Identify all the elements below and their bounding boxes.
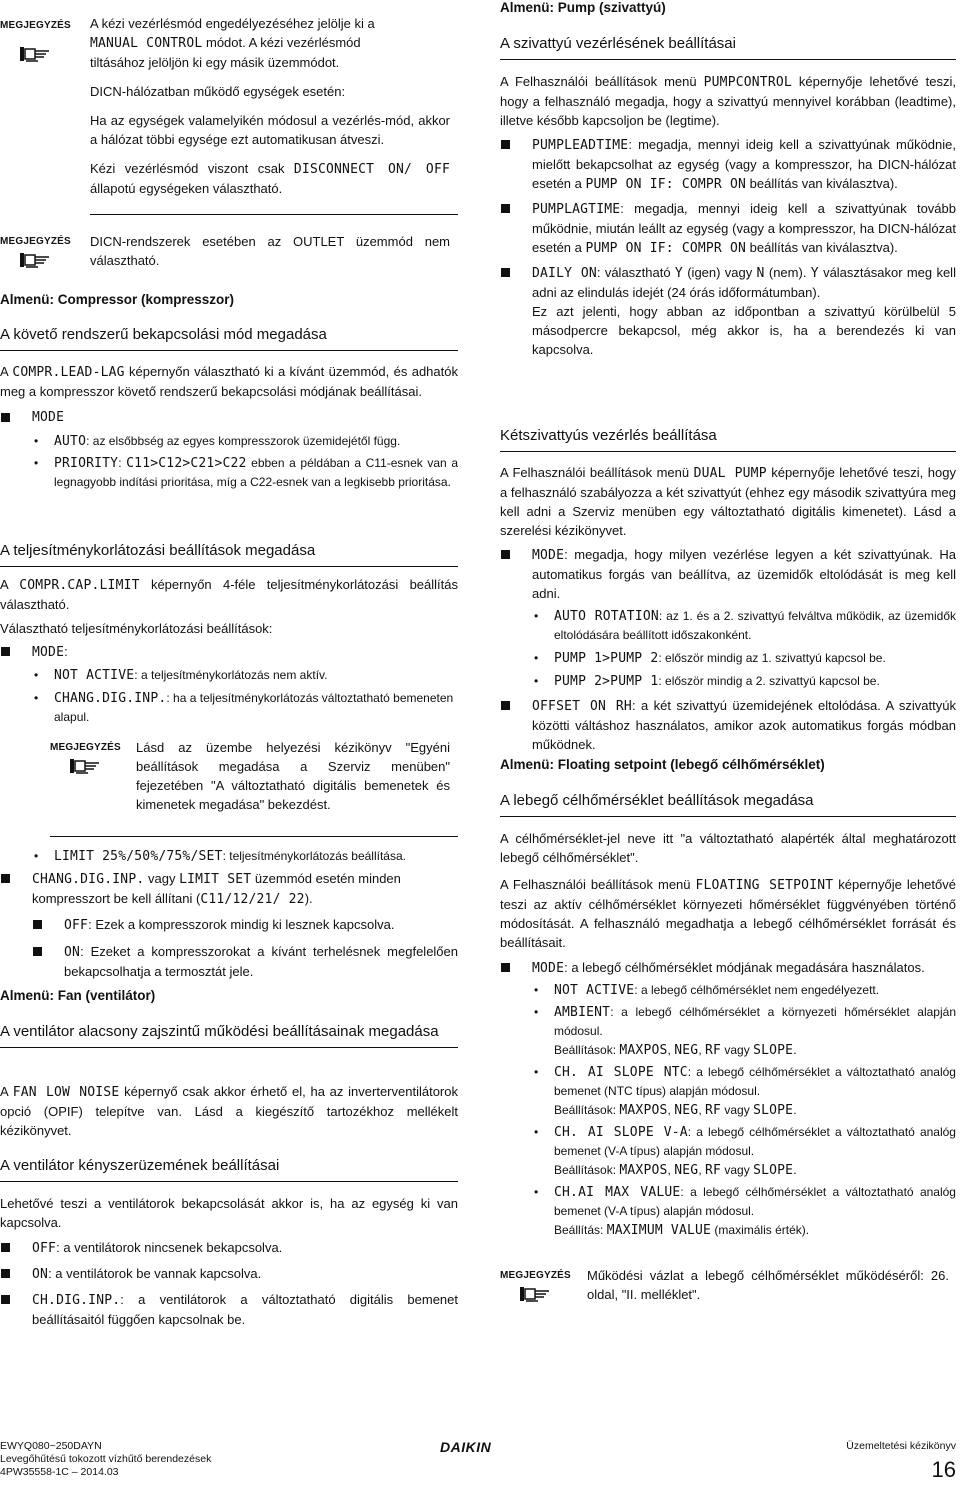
note1-line3: tiltásához jelöljön ki egy másik üzemmódot. — [90, 55, 340, 70]
limit-option: • LIMIT 25%/50%/75%/SET: teljesítménykorlátozás beállítása. — [32, 847, 458, 866]
floating-intro-2: A Felhasználói beállítások menü FLOATING SETPOINT képernyője lehetővé teszi az aktív célhőmérséklet környezeti hőmérséklet függvényében történő módosítását. A felhasználó megadhatja a lebegő célhőmérséklet forrását és beállításait. — [500, 877, 956, 950]
page-number: 16 — [931, 1457, 956, 1482]
capacity-limit-section-title: A teljesítménykorlátozási beállítások megadása — [0, 541, 458, 567]
floating-ai-max-option: • CH.AI MAX VALUE: a lebegő célhőmérséklet a változtatható analóg bemenet (V-A típus) alapján módosul. Beállítás: MAXIMUM VALUE (maximális érték). — [532, 1183, 956, 1240]
lead-lag-intro: A COMPR.LEAD-LAG képernyőn választható ki a kívánt üzemmód, és adhatók meg a kompresszor követő rendszerű bekapcsolási módjának beállításai. — [0, 364, 458, 399]
floating-va-option: • CH. AI SLOPE V-A: a lebegő célhőmérséklet a változtatható analóg bemenet (V-A típus) alapján módosul. Beállítások: MAXPOS, NEG, RF vagy SLOPE. — [532, 1123, 956, 1180]
off-compressor-item: OFF: Ezek a kompresszorok mindig ki lesznek kapcsolva. — [32, 915, 458, 935]
note-tag: MEGJEGYZÉS — [0, 20, 71, 31]
footer-description: Levegőhűtésű tokozott vízhűtő berendezések — [0, 1453, 212, 1465]
note-tag: MEGJEGYZÉS — [0, 236, 71, 247]
daily-on-item: DAILY ON: választható Y (igen) vagy N (nem). Y választásakor meg kell adni az elindulás idejét (24 órás időformátumban). — [500, 263, 956, 302]
compressor-menu-heading: Almenü: Compressor (kompresszor) — [0, 292, 235, 307]
fan-forced-intro: Lehetővé teszi a ventilátorok bekapcsolását akkor is, ha az egység ki van kapcsolva. — [0, 1196, 458, 1230]
dicn-paragraph-2: Kézi vezérlésmód viszont csak DISCONNECT ON/ OFF állapotú egységeken választható. — [90, 161, 451, 196]
daikin-logo: DAIKIN — [440, 1439, 492, 1455]
not-active-option: • NOT ACTIVE: a teljesítménykorlátozás nem aktív. — [32, 666, 458, 685]
capacity-options-intro: Választható teljesítménykorlátozási beállítások: — [0, 621, 273, 636]
note2-text: DICN-rendszerek esetében az OUTLET üzemmód nem választható. — [90, 234, 450, 268]
dicn-intro: DICN-hálózatban működő egységek esetén: — [90, 84, 346, 99]
pump2-first-option: • PUMP 2>PUMP 1: először mindig a 2. szivattyú kapcsol be. — [532, 672, 956, 691]
fan-ch-dig-inp-item: CH.DIG.INP.: a ventilátorok a változtatható digitális bemenet beállításaitól függően kapcsolnak be. — [0, 1290, 458, 1329]
offset-on-rh-item: OFFSET ON RH: a két szivattyú üzemidejének eltolódása. A szivattyúk közötti váltáshoz használatos, amikor azok automatikus forgás módban működnek. — [500, 696, 956, 754]
pump-menu-heading: Almenü: Pump (szivattyú) — [500, 0, 666, 15]
pump-lagtime-item: PUMPLAGTIME: megadja, mennyi ideig kell a szivattyúnak tovább működnie, miután leállt az egység (vagy a kompresszor, ha DICN-hálózat esetén a PUMP ON IF: COMPR ON beállítás van kiválasztva). — [500, 199, 956, 258]
fan-on-item: ON: a ventilátorok be vannak kapcsolva. — [0, 1264, 458, 1284]
dual-pump-section — [500, 463, 956, 754]
auto-rotation-option: • AUTO ROTATION: az 1. és a 2. szivattyú felváltva működik, az üzemidők eltolódására beállított időszakonként. — [532, 607, 956, 645]
dual-mode-item: MODE: megadja, hogy milyen vezérlése legyen a két szivattyúnak. Ha automatikus forgás van beállítva, az üzemidők eltolódását is meg kell adni. — [500, 545, 956, 603]
note-tag: MEGJEGYZÉS — [500, 1270, 571, 1281]
note-tag: MEGJEGYZÉS — [50, 742, 121, 753]
pump-control-section — [500, 72, 956, 359]
note-hand-icon — [20, 44, 50, 64]
capacity-intro: A COMPR.CAP.LIMIT képernyőn 4-féle teljesítménykorlátozási beállítás választható. — [0, 577, 458, 612]
note-hand-icon — [70, 756, 100, 776]
fan-low-noise-section-title: A ventilátor alacsony zajszintű működési beállításainak megadása — [0, 1022, 458, 1048]
on-compressor-item: ON: Ezeket a kompresszorokat a kívánt terhelésnek megfelelően bekapcsolhatja a termosztát jele. — [32, 942, 458, 981]
chang-dig-inp-option: • CHANG.DIG.INP.: ha a teljesítménykorlátozás változtatható bemeneten alapul. — [32, 689, 458, 727]
auto-option: • AUTO: az elsőbbség az egyes kompresszorok üzemidejétől függ. — [32, 432, 458, 451]
fan-forced-section-title: A ventilátor kényszerüzemének beállításai — [0, 1156, 458, 1182]
capacity-limit-section — [0, 575, 458, 727]
floating-not-active-option: • NOT ACTIVE: a lebegő célhőmérséklet nem engedélyezett. — [532, 981, 956, 1000]
priority-option: • PRIORITY: C11>C12>C21>C22 ebben a példában a C11-esnek van a legnagyobb indítási prioritása, míg a C22-esnek van a legkisebb prioritása. — [32, 454, 458, 492]
pump-control-section-title: A szivattyú vezérlésének beállításai — [500, 34, 956, 60]
daily-on-explanation: Ez azt jelenti, hogy abban az időpontban a szivattyú körülbelül 5 másodpercre bekapcsol, még akkor is, ha a berendezés ki van kapcsolva. — [532, 304, 956, 357]
fan-menu-heading: Almenü: Fan (ventilátor) — [0, 988, 156, 1003]
lead-lag-section-title: A követő rendszerű bekapcsolási mód megadása — [0, 325, 458, 351]
limit-section — [0, 847, 458, 981]
pump-control-intro: A Felhasználói beállítások menü PUMPCONTROL képernyője lehetővé teszi, hogy a felhasználó megadja, hogy a szivattyú mennyivel korábban (leadtime), illetve később kapcsoljon be (legtime). — [500, 74, 956, 128]
floating-setpoint-section — [500, 829, 956, 1240]
chang-limit-set-item: CHANG.DIG.INP. vagy LIMIT SET üzemmód esetén minden kompresszort be kell állítani (C11/12/21/ 22). — [0, 869, 458, 909]
floating-mode-item: MODE: a lebegő célhőmérséklet módjának megadására használatos. — [500, 958, 956, 978]
floating-setpoint-menu-heading: Almenü: Floating setpoint (lebegő célhőmérséklet) — [500, 757, 825, 772]
fan-low-noise-text: A FAN LOW NOISE képernyő csak akkor érhető el, ha az inverterventilátorok opció (OPIF) telepítve van. Lásd a kiegészítő tartozékhoz mellékelt kézikönyvet. — [0, 1084, 458, 1138]
floating-intro-1: A célhőmérséklet-jel neve itt "a változtatható alapérték által meghatározott lebegő célhőmérséklet". — [500, 831, 956, 865]
fan-off-item: OFF: a ventilátorok nincsenek bekapcsolva. — [0, 1238, 458, 1258]
note3-text: Lásd az üzembe helyezési kézikönyv "Egyéni beállítások megadása a Szerviz menüben" fejezetében "A változtatható digitális bemenetek és kimenetek megadása" bekezdést. — [136, 740, 450, 812]
divider — [90, 214, 458, 215]
pump-leadtime-item: PUMPLEADTIME: megadja, mennyi ideig kell a szivattyúnak működnie, mielőtt bekapcsolhat az egység (vagy a kompresszor, ha DICN-hálózat esetén a PUMP ON IF: COMPR ON beállítás van kiválasztva). — [500, 135, 956, 194]
note-hand-icon — [20, 250, 50, 270]
pump1-first-option: • PUMP 1>PUMP 2: először mindig az 1. szivattyú kapcsol be. — [532, 649, 956, 668]
note-hand-icon — [520, 1284, 550, 1304]
mode-item: MODE — [0, 408, 458, 427]
page-footer — [0, 1436, 960, 1485]
divider — [50, 836, 458, 837]
floating-ntc-option: • CH. AI SLOPE NTC: a lebegő célhőmérséklet a változtatható analóg bemenet (NTC típus) alapján módosul. Beállítások: MAXPOS, NEG, RF vagy SLOPE. — [532, 1063, 956, 1120]
lead-lag-section — [0, 362, 458, 492]
capacity-mode-item: MODE: — [0, 642, 458, 662]
footer-model: EWYQ080~250DAYN — [0, 1440, 102, 1452]
footer-left — [0, 1440, 211, 1479]
dual-pump-intro: A Felhasználói beállítások menü DUAL PUMP képernyője lehetővé teszi, hogy a felhasználó szabályozza a két szivattyút (ehhez egy második szivattyúra meg kell adni a Szerviz menüben egy változtatható digitális kimenetet). Lásd a szerelési kézikönyvet. — [500, 465, 956, 538]
dual-pump-section-title: Kétszivattyús vezérlés beállítása — [500, 426, 956, 452]
note1-line2: MANUAL CONTROL módot. A kézi vezérlésmód — [90, 35, 361, 51]
fan-forced-section — [0, 1194, 458, 1329]
dicn-paragraph-1: Ha az egységek valamelyikén módosul a vezérlés-mód, akkor a hálózat többi egysége ezt automatikusan átveszi. — [90, 113, 450, 147]
note1-line1: A kézi vezérlésmód engedélyezéséhez jelölje ki a — [90, 16, 375, 31]
footer-doc-code: 4PW35558-1C – 2014.03 — [0, 1466, 119, 1478]
floating-setpoint-section-title: A lebegő célhőmérséklet beállítások megadása — [500, 791, 956, 817]
note4-text: Működési vázlat a lebegő célhőmérséklet működéséről: 26. oldal, "II. melléklet". — [587, 1268, 949, 1302]
footer-manual-title: Üzemeltetési kézikönyv — [846, 1440, 956, 1452]
floating-ambient-option: • AMBIENT: a lebegő célhőmérséklet a környezeti hőmérséklet alapján módosul. Beállítások: MAXPOS, NEG, RF vagy SLOPE. — [532, 1003, 956, 1060]
